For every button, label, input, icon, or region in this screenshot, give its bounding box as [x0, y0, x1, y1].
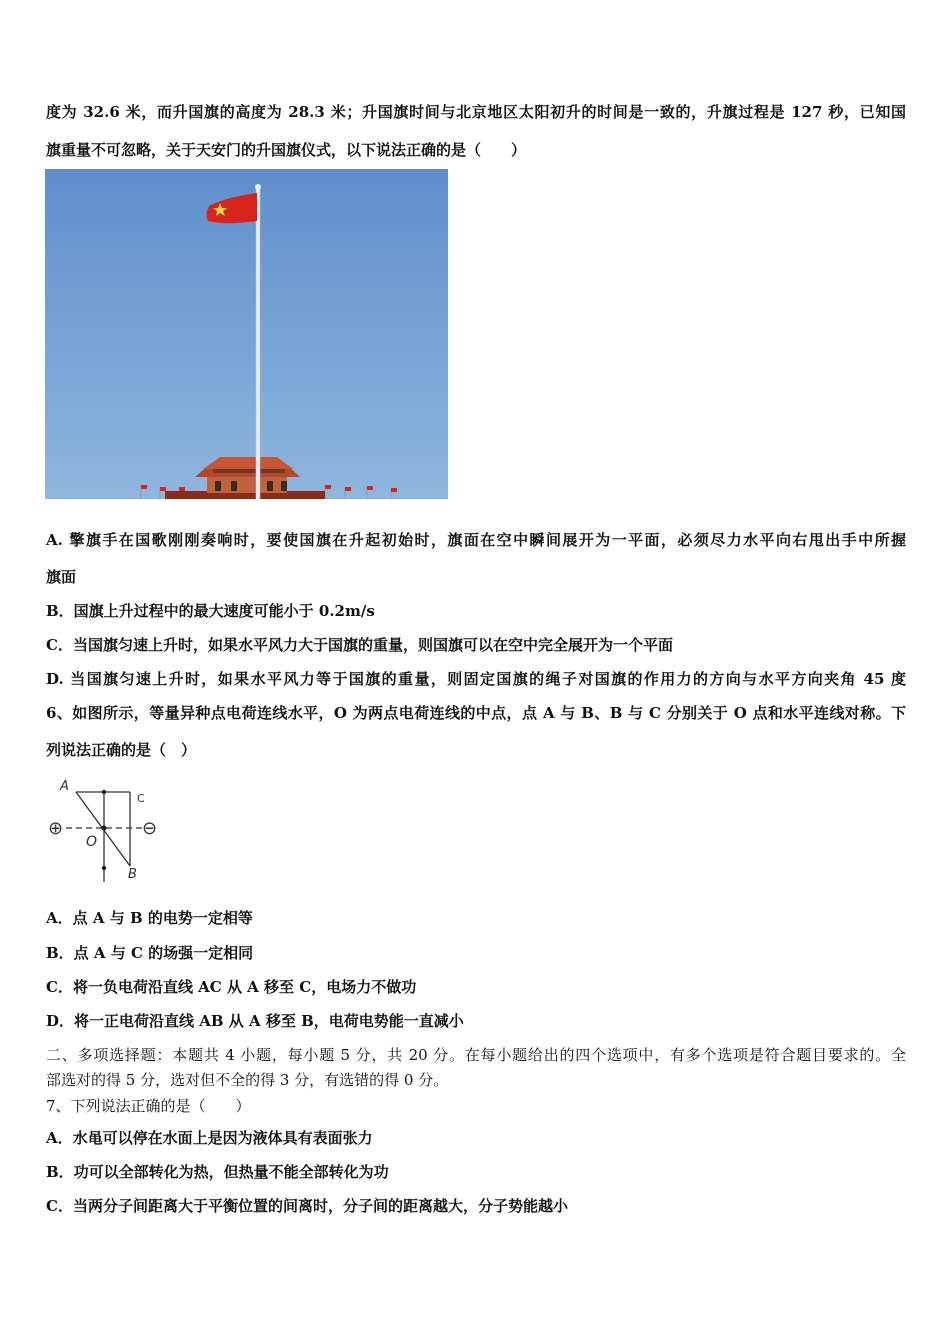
point-o	[101, 825, 106, 830]
label-b: B	[128, 867, 137, 882]
q5-option-d: D. 当国旗匀速上升时，如果水平风力等于国旗的重量，则固定国旗的绳子对国旗的作用力的方向与水平方向夹角 45 度	[46, 670, 906, 688]
flag-photo-svg	[45, 169, 448, 499]
section2-heading-line2: 部选对的得 5 分，选对但不全的得 3 分，有选错的得 0 分。	[46, 1071, 449, 1089]
negative-charge-icon: ⊖	[142, 818, 158, 839]
q6-option-b: B．点 A 与 C 的场强一定相同	[46, 944, 254, 962]
q5-stem-line1: 度为 32.6 米，而升国旗的高度为 28.3 米；升国旗时间与北京地区太阳初升的时间是一致的，升旗过程是 127 秒，已知国	[46, 103, 906, 121]
q5-option-c: C．当国旗匀速上升时，如果水平风力大于国旗的重量，则国旗可以在空中完全展开为一个平面	[46, 636, 673, 654]
q6-stem-line1: 6、如图所示，等量异种点电荷连线水平，O 为两点电荷连线的中点，点 A 与 B、B 与 C 分别关于 O 点和水平连线对称。下	[46, 704, 906, 722]
q5-option-a-line1: A. 擎旗手在国歌刚刚奏响时，要使国旗在升起初始时，旗面在空中瞬间展开为一平面，必须尽力水平向右甩出手中所握	[46, 531, 906, 549]
q6-option-a: A．点 A 与 B 的电势一定相等	[46, 909, 253, 927]
q6-option-d: D．将一正电荷沿直线 AB 从 A 移至 B，电荷电势能一直减小	[46, 1012, 464, 1030]
label-o: O	[86, 834, 98, 850]
point-top	[102, 790, 106, 794]
section2-heading-line1: 二、多项选择题：本题共 4 小题，每小题 5 分，共 20 分。在每小题给出的四个选项中，有多个选项是符合题目要求的。全	[46, 1046, 906, 1064]
q7-option-a: A．水黾可以停在水面上是因为液体具有表面张力	[46, 1129, 373, 1147]
q5-option-a-line2: 旗面	[46, 568, 77, 586]
point-bottom	[102, 866, 106, 870]
q7-option-c: C．当两分子间距离大于平衡位置的间离时，分子间的距离越大，分子势能越小	[46, 1197, 568, 1215]
positive-charge-icon: ⊕	[48, 818, 64, 839]
q6-stem-line2: 列说法正确的是（ ）	[46, 741, 197, 759]
flagpole	[256, 187, 260, 499]
flagpole-top	[255, 184, 261, 190]
tiananmen-flag-photo	[45, 169, 448, 499]
q6-option-c: C．将一负电荷沿直线 AC 从 A 移至 C，电场力不做功	[46, 978, 417, 996]
charge-diagram	[46, 774, 166, 886]
label-a: A	[60, 779, 69, 794]
charge-diagram-svg	[46, 774, 166, 886]
q7-stem: 7、下列说法正确的是（ ）	[46, 1097, 251, 1115]
q7-option-b: B．功可以全部转化为热，但热量不能全部转化为功	[46, 1163, 389, 1181]
q5-option-b: B．国旗上升过程中的最大速度可能小于 0.2m/s	[46, 602, 375, 620]
label-c: C	[137, 792, 145, 805]
q5-stem-line2: 旗重量不可忽略，关于天安门的升国旗仪式，以下说法正确的是（ ）	[46, 141, 527, 159]
